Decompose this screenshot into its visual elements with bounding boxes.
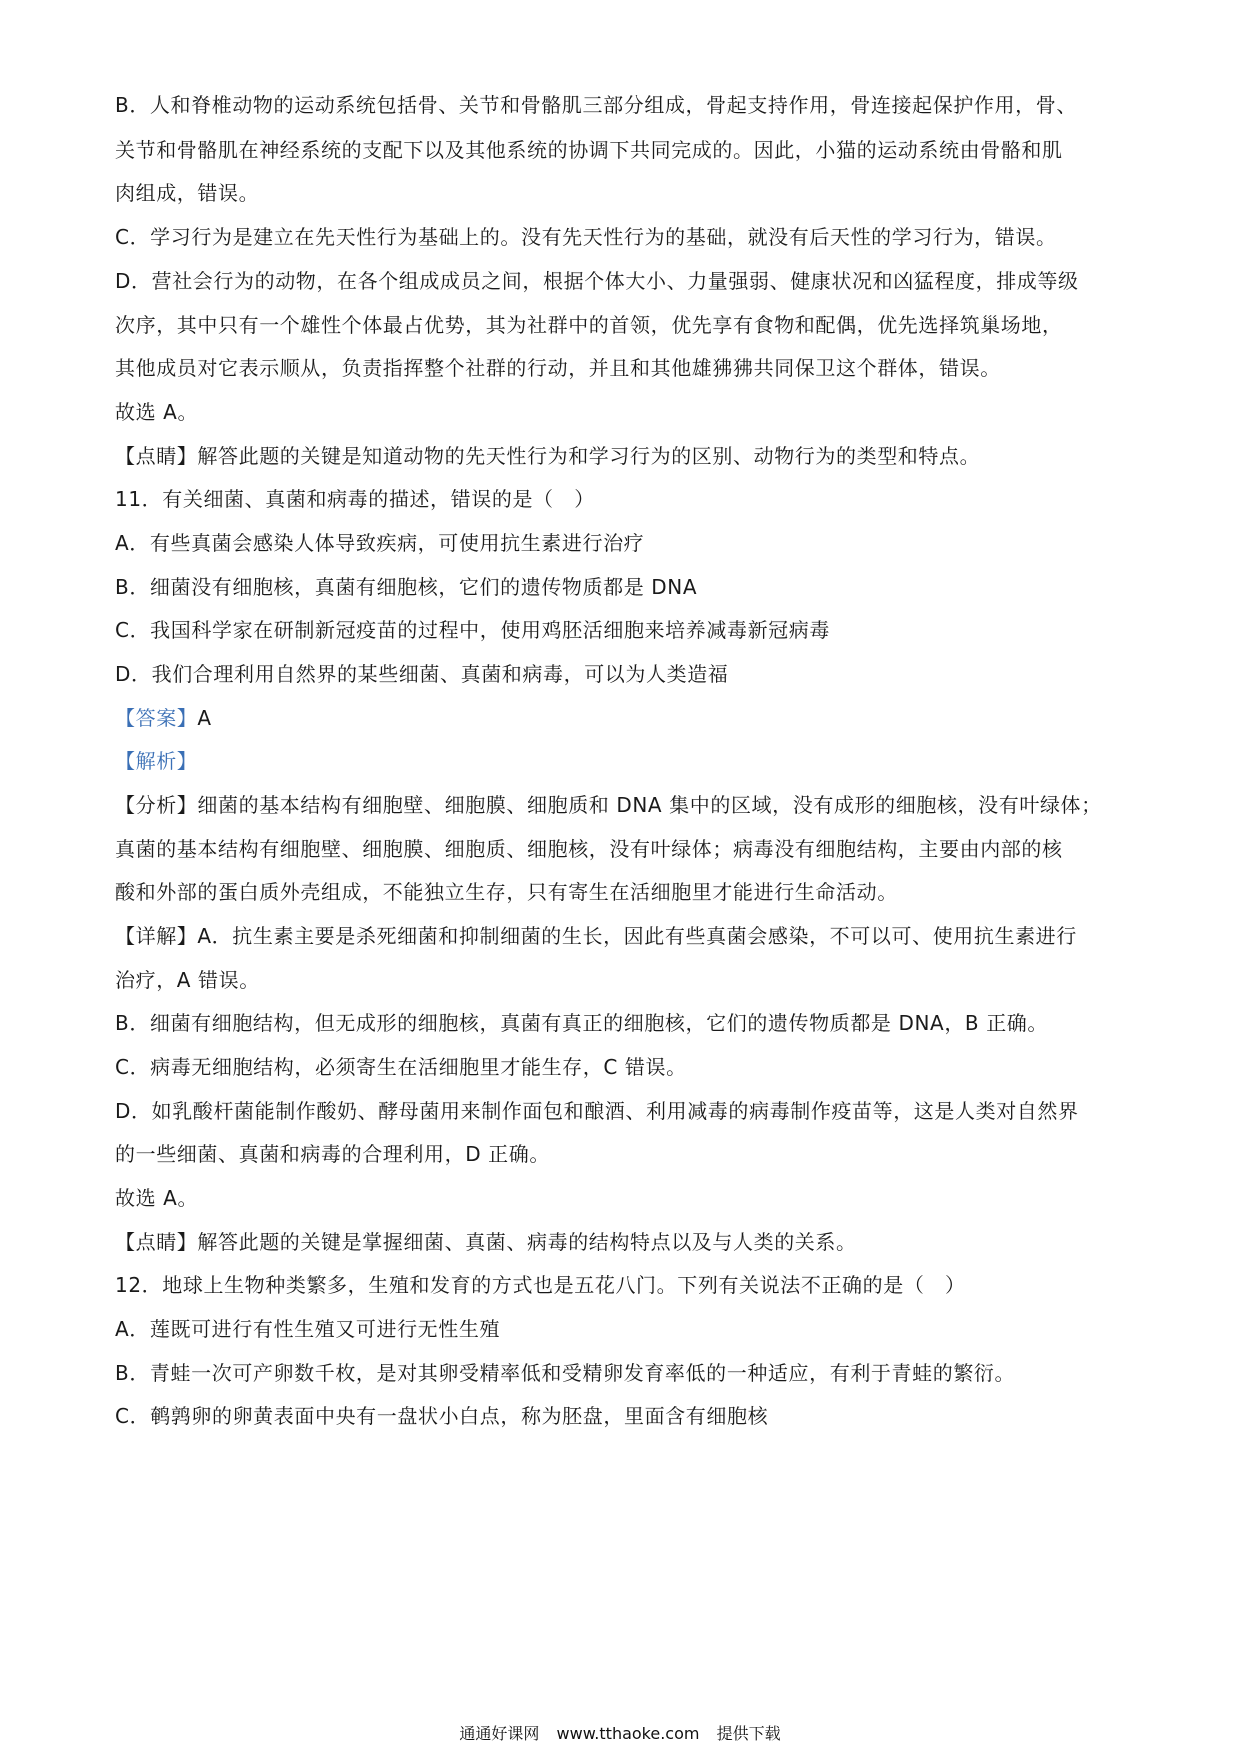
choice-11: 故选 A。 — [115, 1186, 199, 1210]
detail-option-b: B．细菌有细胞结构，但无成形的细胞核，真菌有真正的细胞核，它们的遗传物质都是 DNA，B 正确。 — [115, 1011, 1048, 1035]
answer-tag: 【答案】 — [115, 706, 198, 730]
paragraph-10b-line1: B．人和脊椎动物的运动系统包括骨、关节和骨骼肌三部分组成，骨起支持作用，骨连接起保护作用，骨、 — [115, 93, 1077, 117]
analysis-line3: 酸和外部的蛋白质外壳组成，不能独立生存，只有寄生在活细胞里才能进行生命活动。 — [115, 880, 898, 904]
paragraph-10d-line2: 次序，其中只有一个雄性个体最占优势，其为社群中的首领，优先享有食物和配偶，优先选择筑巢场地， — [115, 313, 1063, 337]
question-11-option-b: B．细菌没有细胞核，真菌有细胞核，它们的遗传物质都是 DNA — [115, 575, 698, 599]
question-12: 12．地球上生物种类繁多，生殖和发育的方式也是五花八门。下列有关说法不正确的是（ ） — [115, 1273, 966, 1297]
footer-note: 提供下载 — [716, 1724, 781, 1743]
analysis-line1: 【分析】细菌的基本结构有细胞壁、细胞膜、细胞质和 DNA 集中的区域，没有成形的细胞核，没有叶绿体； — [115, 793, 1102, 817]
footer-site-name: 通通好课网 — [459, 1724, 540, 1743]
question-11-option-a: A．有些真菌会感染人体导致疾病，可使用抗生素进行治疗 — [115, 531, 645, 555]
paragraph-10b-line2: 关节和骨骼肌在神经系统的支配下以及其他系统的协调下共同完成的。因此，小猫的运动系统由骨骼和肌 — [115, 138, 1063, 162]
footer-url[interactable]: www.tthaoke.com — [556, 1724, 700, 1743]
detail-option-c: C．病毒无细胞结构，必须寄生在活细胞里才能生存，C 错误。 — [115, 1055, 687, 1079]
question-11-option-d: D．我们合理利用自然界的某些细菌、真菌和病毒，可以为人类造福 — [115, 662, 729, 686]
question-11-option-c: C．我国科学家在研制新冠疫苗的过程中，使用鸡胚活细胞来培养减毒新冠病毒 — [115, 618, 830, 642]
paragraph-10d-line3: 其他成员对它表示顺从，负责指挥整个社群的行动，并且和其他雄狒狒共同保卫这个群体，错误。 — [115, 356, 1001, 380]
question-11: 11．有关细菌、真菌和病毒的描述，错误的是（ ） — [115, 487, 595, 511]
page-footer — [0, 1722, 1240, 1746]
detail-line2: 治疗，A 错误。 — [115, 968, 260, 992]
answer-value: A — [197, 706, 212, 730]
paragraph-10b-line3: 肉组成，错误。 — [115, 181, 260, 205]
paragraph-10d-line1: D．营社会行为的动物，在各个组成成员之间，根据个体大小、力量强弱、健康状况和凶猛程度，排成等级 — [115, 269, 1079, 293]
question-12-option-c: C．鹌鹑卵的卵黄表面中央有一盘状小白点，称为胚盘，里面含有细胞核 — [115, 1404, 769, 1428]
analysis-tag: 【解析】 — [115, 749, 198, 773]
detail-line1: 【详解】A．抗生素主要是杀死细菌和抑制细菌的生长，因此有些真菌会感染，不可以可、使用抗生素进行 — [115, 924, 1077, 948]
detail-option-d-line2: 的一些细菌、真菌和病毒的合理利用，D 正确。 — [115, 1142, 550, 1166]
tip-10: 【点睛】解答此题的关键是知道动物的先天性行为和学习行为的区别、动物行为的类型和特点。 — [115, 444, 981, 468]
choice-10: 故选 A。 — [115, 400, 199, 424]
tip-11: 【点睛】解答此题的关键是掌握细菌、真菌、病毒的结构特点以及与人类的关系。 — [115, 1230, 857, 1254]
paragraph-10c: C．学习行为是建立在先天性行为基础上的。没有先天性行为的基础，就没有后天性的学习行为，错误。 — [115, 225, 1057, 249]
detail-option-d-line1: D．如乳酸杆菌能制作酸奶、酵母菌用来制作面包和酿酒、利用减毒的病毒制作疫苗等，这是人类对自然界 — [115, 1099, 1079, 1123]
answer-line — [115, 703, 1135, 733]
analysis-line2: 真菌的基本结构有细胞壁、细胞膜、细胞质、细胞核，没有叶绿体；病毒没有细胞结构，主要由内部的核 — [115, 837, 1063, 861]
question-12-option-a: A．莲既可进行有性生殖又可进行无性生殖 — [115, 1317, 501, 1341]
question-12-option-b: B．青蛙一次可产卵数千枚，是对其卵受精率低和受精卵发育率低的一种适应，有利于青蛙的繁衍。 — [115, 1361, 1016, 1385]
